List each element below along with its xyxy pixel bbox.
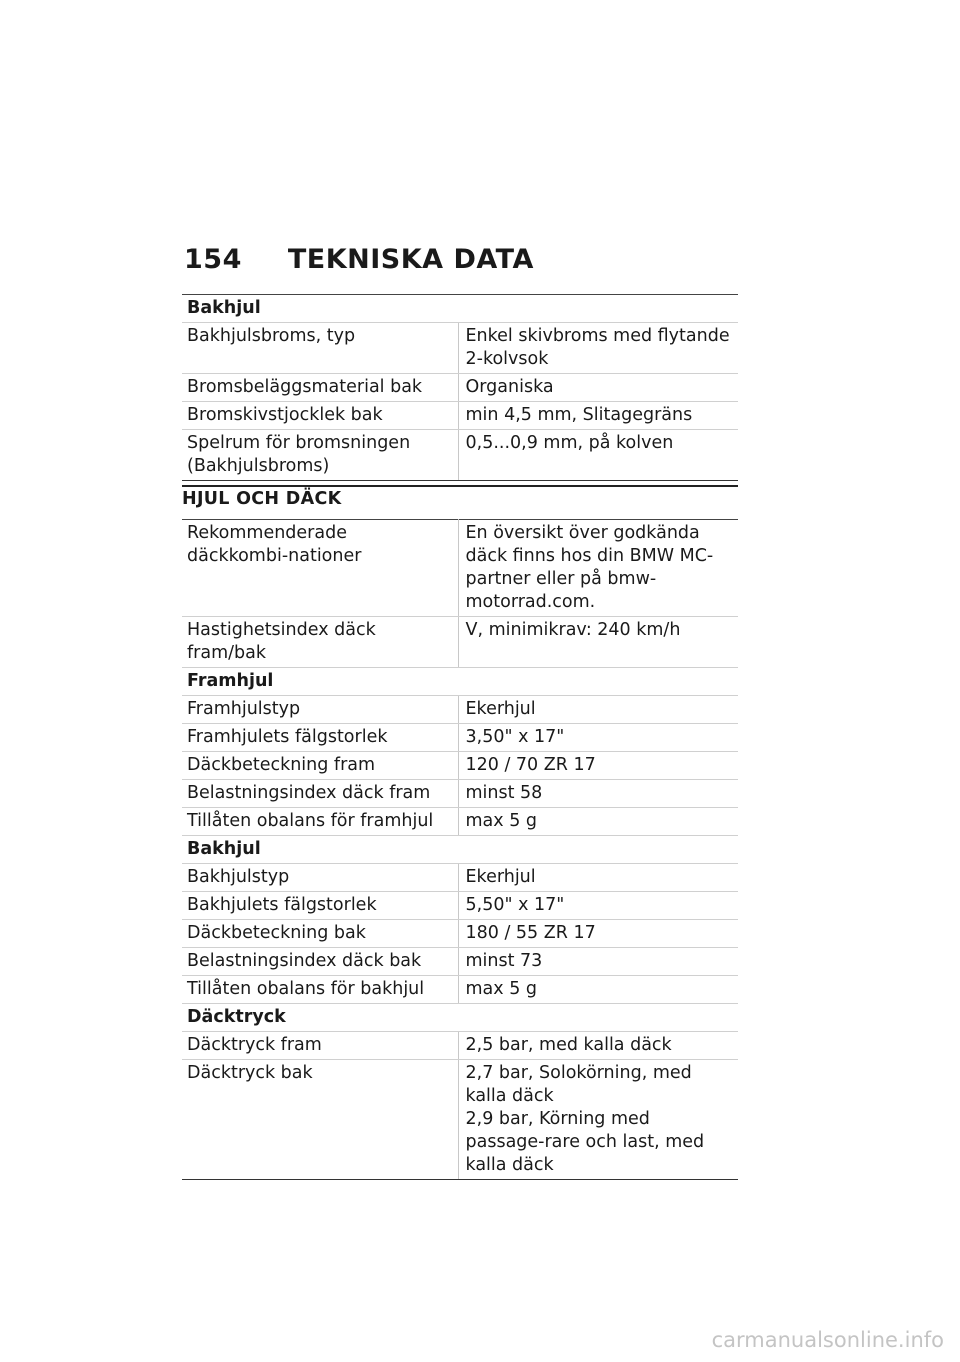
spec-value: Ekerhjul xyxy=(458,696,738,724)
spec-value: En översikt över godkända däck finns hos din BMW MC-partner eller på bmw-motorrad.com. xyxy=(458,520,738,617)
table-subheading: Däcktryck xyxy=(182,1004,738,1032)
table-row xyxy=(182,1060,738,1180)
table-row xyxy=(182,1032,738,1060)
spec-label: Tillåten obalans för framhjul xyxy=(182,808,458,836)
table-subheading: Bakhjul xyxy=(182,836,738,864)
spec-value: 2,5 bar, med kalla däck xyxy=(458,1032,738,1060)
table-row xyxy=(182,402,738,430)
spec-value: 120 / 70 ZR 17 xyxy=(458,752,738,780)
spec-value: 2,9 bar, Körning med passage-rare och last, med kalla däck xyxy=(465,1109,705,1175)
spec-label: Däckbeteckning bak xyxy=(182,920,458,948)
table-row xyxy=(182,808,738,836)
spec-label: Bakhjulets fälgstorlek xyxy=(182,892,458,920)
spec-label: Bakhjulsbroms, typ xyxy=(182,323,458,374)
spec-label: Däcktryck fram xyxy=(182,1032,458,1060)
spec-label: Belastningsindex däck bak xyxy=(182,948,458,976)
table-row xyxy=(182,374,738,402)
spec-value: Ekerhjul xyxy=(458,864,738,892)
table-row xyxy=(182,864,738,892)
table-row xyxy=(182,920,738,948)
spec-label: Hastighetsindex däck fram/bak xyxy=(182,617,458,668)
spec-value-multi xyxy=(458,1060,738,1180)
table-row xyxy=(182,430,738,481)
table-subheading: Framhjul xyxy=(182,668,738,696)
table-row xyxy=(182,752,738,780)
table-row xyxy=(182,323,738,374)
watermark: carmanualsonline.info xyxy=(711,1328,944,1352)
table-subheading: Bakhjul xyxy=(182,295,738,323)
table-subheading-row xyxy=(182,836,738,864)
spec-value: Organiska xyxy=(458,374,738,402)
spec-label: Bakhjulstyp xyxy=(182,864,458,892)
spec-value: 5,50" x 17" xyxy=(458,892,738,920)
spec-value: 2,7 bar, Solokörning, med kalla däck xyxy=(465,1063,692,1106)
spec-value: minst 73 xyxy=(458,948,738,976)
spec-label: Rekommenderade däckkombi-nationer xyxy=(182,520,458,617)
spec-value: 3,50" x 17" xyxy=(458,724,738,752)
spec-label: Tillåten obalans för bakhjul xyxy=(182,976,458,1004)
spec-label: Bromsbeläggsmaterial bak xyxy=(182,374,458,402)
page-number: 154 xyxy=(184,244,242,275)
spec-label: Däckbeteckning fram xyxy=(182,752,458,780)
spec-value: min 4,5 mm, Slitagegräns xyxy=(458,402,738,430)
spec-value: 180 / 55 ZR 17 xyxy=(458,920,738,948)
spec-value: max 5 g xyxy=(458,808,738,836)
page-header xyxy=(184,244,534,275)
table-row xyxy=(182,520,738,617)
table-row xyxy=(182,724,738,752)
wheels-and-tires-table xyxy=(182,519,738,1180)
table-row xyxy=(182,696,738,724)
spec-value: max 5 g xyxy=(458,976,738,1004)
page-title: TEKNISKA DATA xyxy=(287,244,534,275)
table-subheading-row xyxy=(182,295,738,323)
spec-label: Framhjulstyp xyxy=(182,696,458,724)
spec-label: Däcktryck bak xyxy=(182,1060,458,1180)
table-subheading-row xyxy=(182,1004,738,1032)
table-row xyxy=(182,948,738,976)
table-row xyxy=(182,892,738,920)
spec-value: 0,5...0,9 mm, på kolven xyxy=(458,430,738,481)
spec-label: Bromskivstjocklek bak xyxy=(182,402,458,430)
table-row xyxy=(182,617,738,668)
spec-value: V, minimikrav: 240 km/h xyxy=(458,617,738,668)
spec-label: Spelrum för bromsningen (Bakhjulsbroms) xyxy=(182,430,458,481)
spec-label: Framhjulets fälgstorlek xyxy=(182,724,458,752)
spec-value: Enkel skivbroms med flytande 2-kolvsok xyxy=(458,323,738,374)
spec-value: minst 58 xyxy=(458,780,738,808)
table-subheading-row xyxy=(182,668,738,696)
section-heading: HJUL OCH DÄCK xyxy=(182,485,738,509)
rear-wheel-brake-table xyxy=(182,294,738,481)
table-row xyxy=(182,976,738,1004)
spec-label: Belastningsindex däck fram xyxy=(182,780,458,808)
table-row xyxy=(182,780,738,808)
